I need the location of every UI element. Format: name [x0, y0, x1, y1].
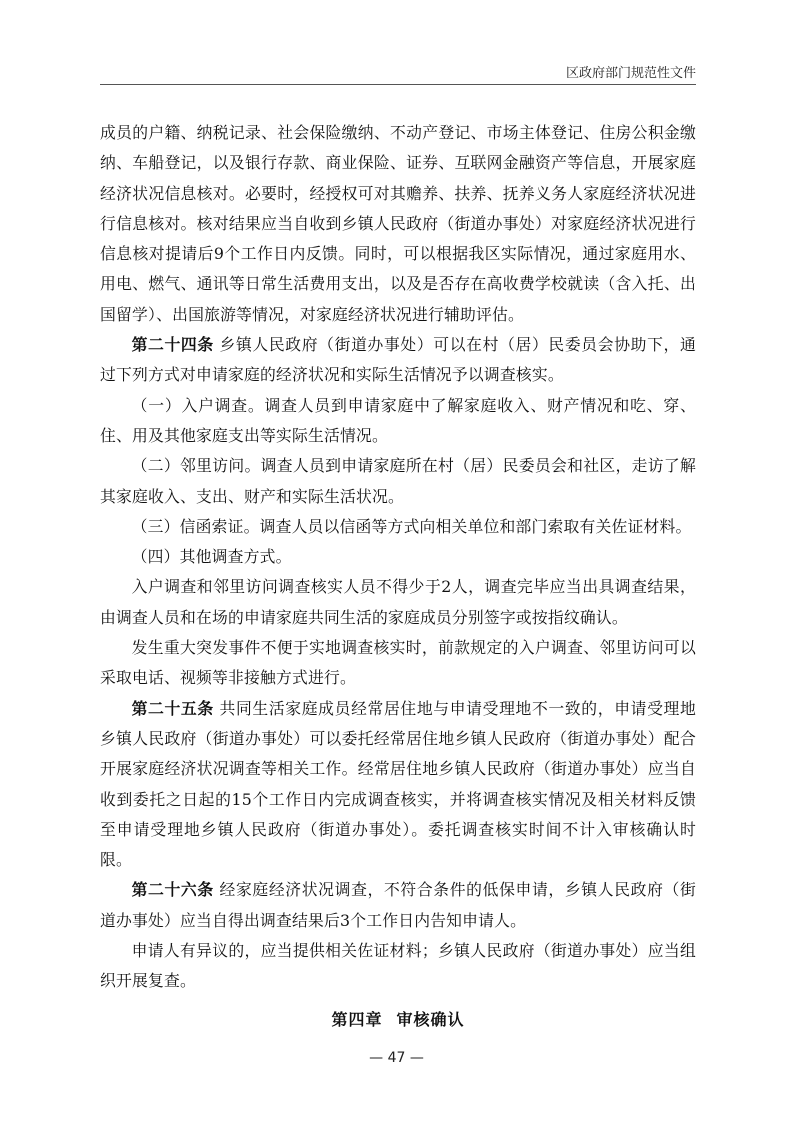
article-text: 共同生活家庭成员经常居住地与申请受理地不一致的，申请受理地乡镇人民政府（街道办事处）可以委托经常居住地乡镇人民政府（街道办事处）配合开展家庭经济状况调查等相关工作。经常居住地乡镇人民政府（街道办事处）应当自收到委托之日起的15个工作日内完成调查核实，并将调查核实情况及相关材料反馈至申请受理地乡镇人民政府（街道办事处）。委托调查核实时间不计入审核确认时限。 [100, 698, 696, 870]
article-number: 第二十五条 [131, 698, 214, 718]
document-body [100, 118, 696, 1030]
chapter-title: 审核确认 [396, 1009, 465, 1029]
article-text: 乡镇人民政府（街道办事处）可以在村（居）民委员会协助下，通过下列方式对申请家庭的经济状况和实际生活情况予以调查核实。 [100, 335, 696, 385]
article-number: 第二十六条 [131, 880, 214, 900]
article-25 [100, 694, 696, 876]
header-title: 区政府部门规范性文件 [565, 66, 696, 81]
paragraph: （四）其他调查方式。 [131, 547, 292, 567]
page-number: — 47 — [369, 1050, 424, 1066]
chapter-number: 第四章 [331, 1009, 383, 1029]
paragraph: （三）信函索证。调查人员以信函等方式向相关单位和部门索取有关佐证材料。 [131, 516, 692, 536]
article-24 [100, 330, 696, 391]
paragraph: （一）入户调查。调查人员到申请家庭中了解家庭收入、财产情况和吃、穿、住、用及其他家庭支出等实际生活情况。 [100, 395, 696, 445]
paragraph: （二）邻里访问。调查人员到申请家庭所在村（居）民委员会和社区，走访了解其家庭收入、支出、财产和实际生活状况。 [100, 456, 696, 506]
paragraph: 成员的户籍、纳税记录、社会保险缴纳、不动产登记、市场主体登记、住房公积金缴纳、车船登记，以及银行存款、商业保险、证券、互联网金融资产等信息，开展家庭经济状况信息核对。必要时，经授权可对其赡养、扶养、抚养义务人家庭经济状况进行信息核对。核对结果应当自收到乡镇人民政府（街道办事处）对家庭经济状况进行信息核对提请后9个工作日内反馈。同时，可以根据我区实际情况，通过家庭用水、用电、燃气、通讯等日常生活费用支出，以及是否存在高收费学校就读（含入托、出国留学）、出国旅游等情况，对家庭经济状况进行辅助评估。 [100, 123, 696, 324]
paragraph: 发生重大突发事件不便于实地调查核实时，前款规定的入户调查、邻里访问可以采取电话、视频等非接触方式进行。 [100, 638, 696, 688]
paragraph: 入户调查和邻里访问调查核实人员不得少于2人，调查完毕应当出具调查结果，由调查人员和在场的申请家庭共同生活的家庭成员分别签字或按指纹确认。 [100, 577, 696, 627]
chapter-heading [100, 1007, 696, 1030]
article-26 [100, 875, 696, 936]
article-number: 第二十四条 [131, 335, 214, 355]
article-text: 经家庭经济状况调查，不符合条件的低保申请，乡镇人民政府（街道办事处）应当自得出调查结果后3个工作日内告知申请人。 [100, 880, 696, 930]
header-rule [100, 84, 696, 85]
paragraph: 申请人有异议的，应当提供相关佐证材料；乡镇人民政府（街道办事处）应当组织开展复查。 [100, 941, 696, 991]
